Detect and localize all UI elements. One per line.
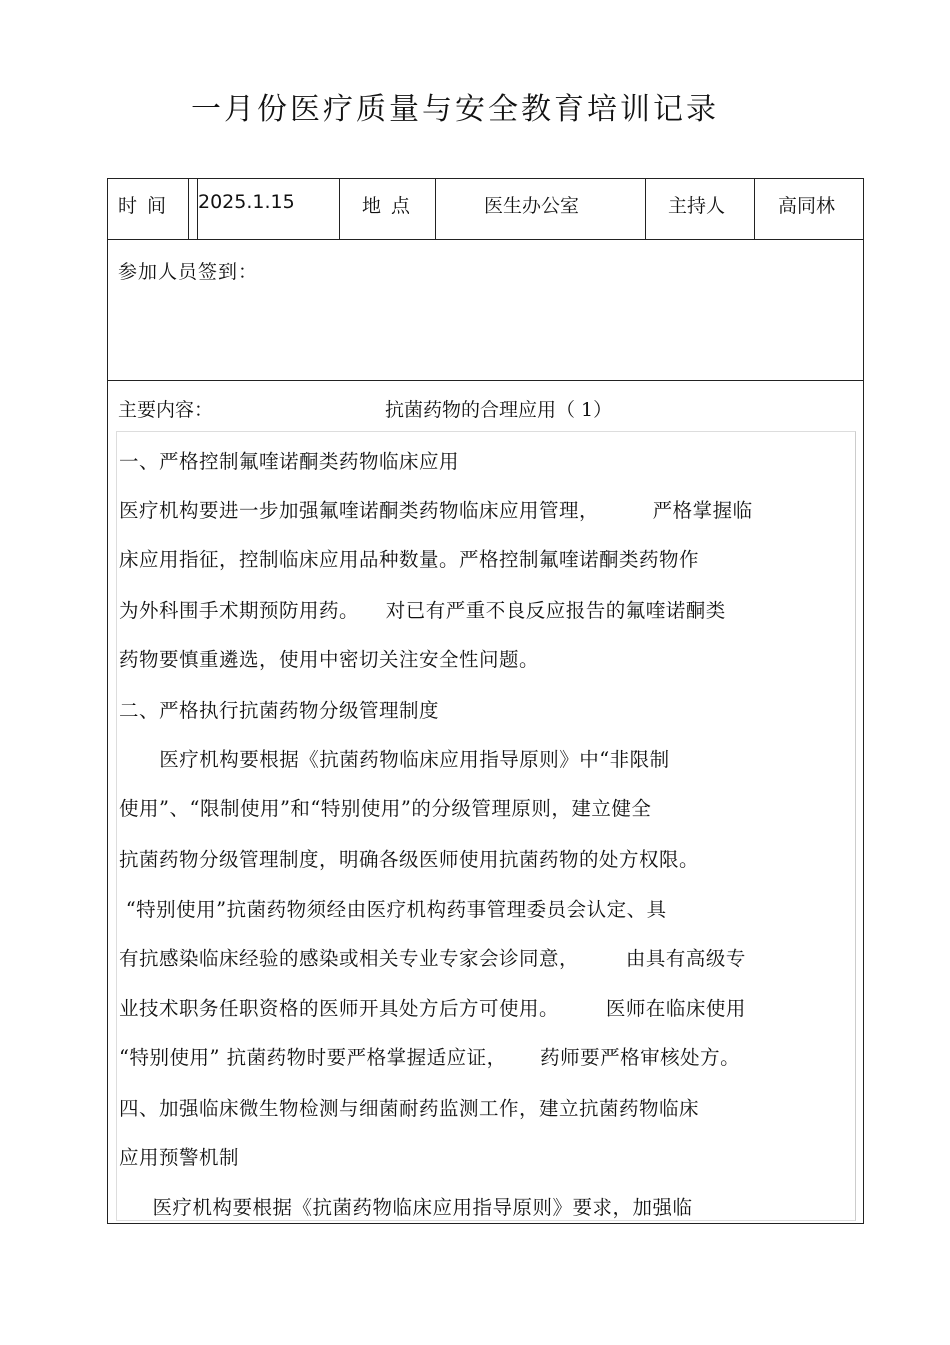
content-line: 有抗感染临床经验的感染或相关专业专家会诊同意， 由具有高级专 <box>119 947 746 970</box>
row-divider <box>108 380 863 381</box>
content-line: “特别使用”抗菌药物须经由医疗机构药事管理委员会认定、具 <box>119 898 667 921</box>
main-content-title: 抗菌药物的合理应用（ 1） <box>385 399 613 421</box>
row-divider <box>108 239 863 240</box>
divider <box>754 179 755 239</box>
divider <box>188 179 189 239</box>
divider <box>339 179 340 239</box>
content-line: 四、加强临床微生物检测与细菌耐药监测工作，建立抗菌药物临床 <box>119 1097 700 1120</box>
content-line: 抗菌药物分级管理制度，明确各级医师使用抗菌药物的处方权限。 <box>119 848 700 871</box>
content-line: “特别使用” 抗菌药物时要严格掌握适应证， 药师要严格审核处方。 <box>119 1046 741 1069</box>
time-value: 2025.1.15 <box>198 191 295 213</box>
place-value: 医生办公室 <box>484 195 580 217</box>
content-body <box>116 431 856 1221</box>
main-content-label: 主要内容： <box>118 399 214 421</box>
time-label: 时 间 <box>118 195 169 217</box>
document-title: 一月份医疗质量与安全教育培训记录 <box>191 92 719 127</box>
content-line: 业技术职务任职资格的医师开具处方后方可使用。 医师在临床使用 <box>119 997 746 1020</box>
training-record-table <box>107 178 864 1224</box>
place-label: 地 点 <box>362 195 413 217</box>
content-line: 医疗机构要根据《抗菌药物临床应用指导原则》中“非限制 <box>119 748 670 771</box>
content-line: 医疗机构要进一步加强氟喹诺酮类药物临床应用管理， 严格掌握临 <box>119 499 753 522</box>
content-line: 一、严格控制氟喹诺酮类药物临床应用 <box>119 450 460 473</box>
divider <box>435 179 436 239</box>
content-line: 使用”、“限制使用”和“特别使用”的分级管理原则，建立健全 <box>119 797 652 820</box>
content-line: 为外科围手术期预防用药。 对已有严重不良反应报告的氟喹诺酮类 <box>119 599 726 622</box>
content-line: 药物要慎重遴选，使用中密切关注安全性问题。 <box>119 648 540 671</box>
attendees-label: 参加人员签到： <box>118 261 259 283</box>
divider <box>645 179 646 239</box>
content-line: 床应用指征，控制临床应用品种数量。严格控制氟喹诺酮类药物作 <box>119 548 700 571</box>
content-line: 应用预警机制 <box>119 1146 240 1169</box>
content-line: 二、严格执行抗菌药物分级管理制度 <box>119 699 440 722</box>
content-line: 医疗机构要根据《抗菌药物临床应用指导原则》要求，加强临 <box>119 1196 693 1219</box>
host-value: 高同林 <box>778 195 836 217</box>
host-label: 主持人 <box>668 195 726 217</box>
